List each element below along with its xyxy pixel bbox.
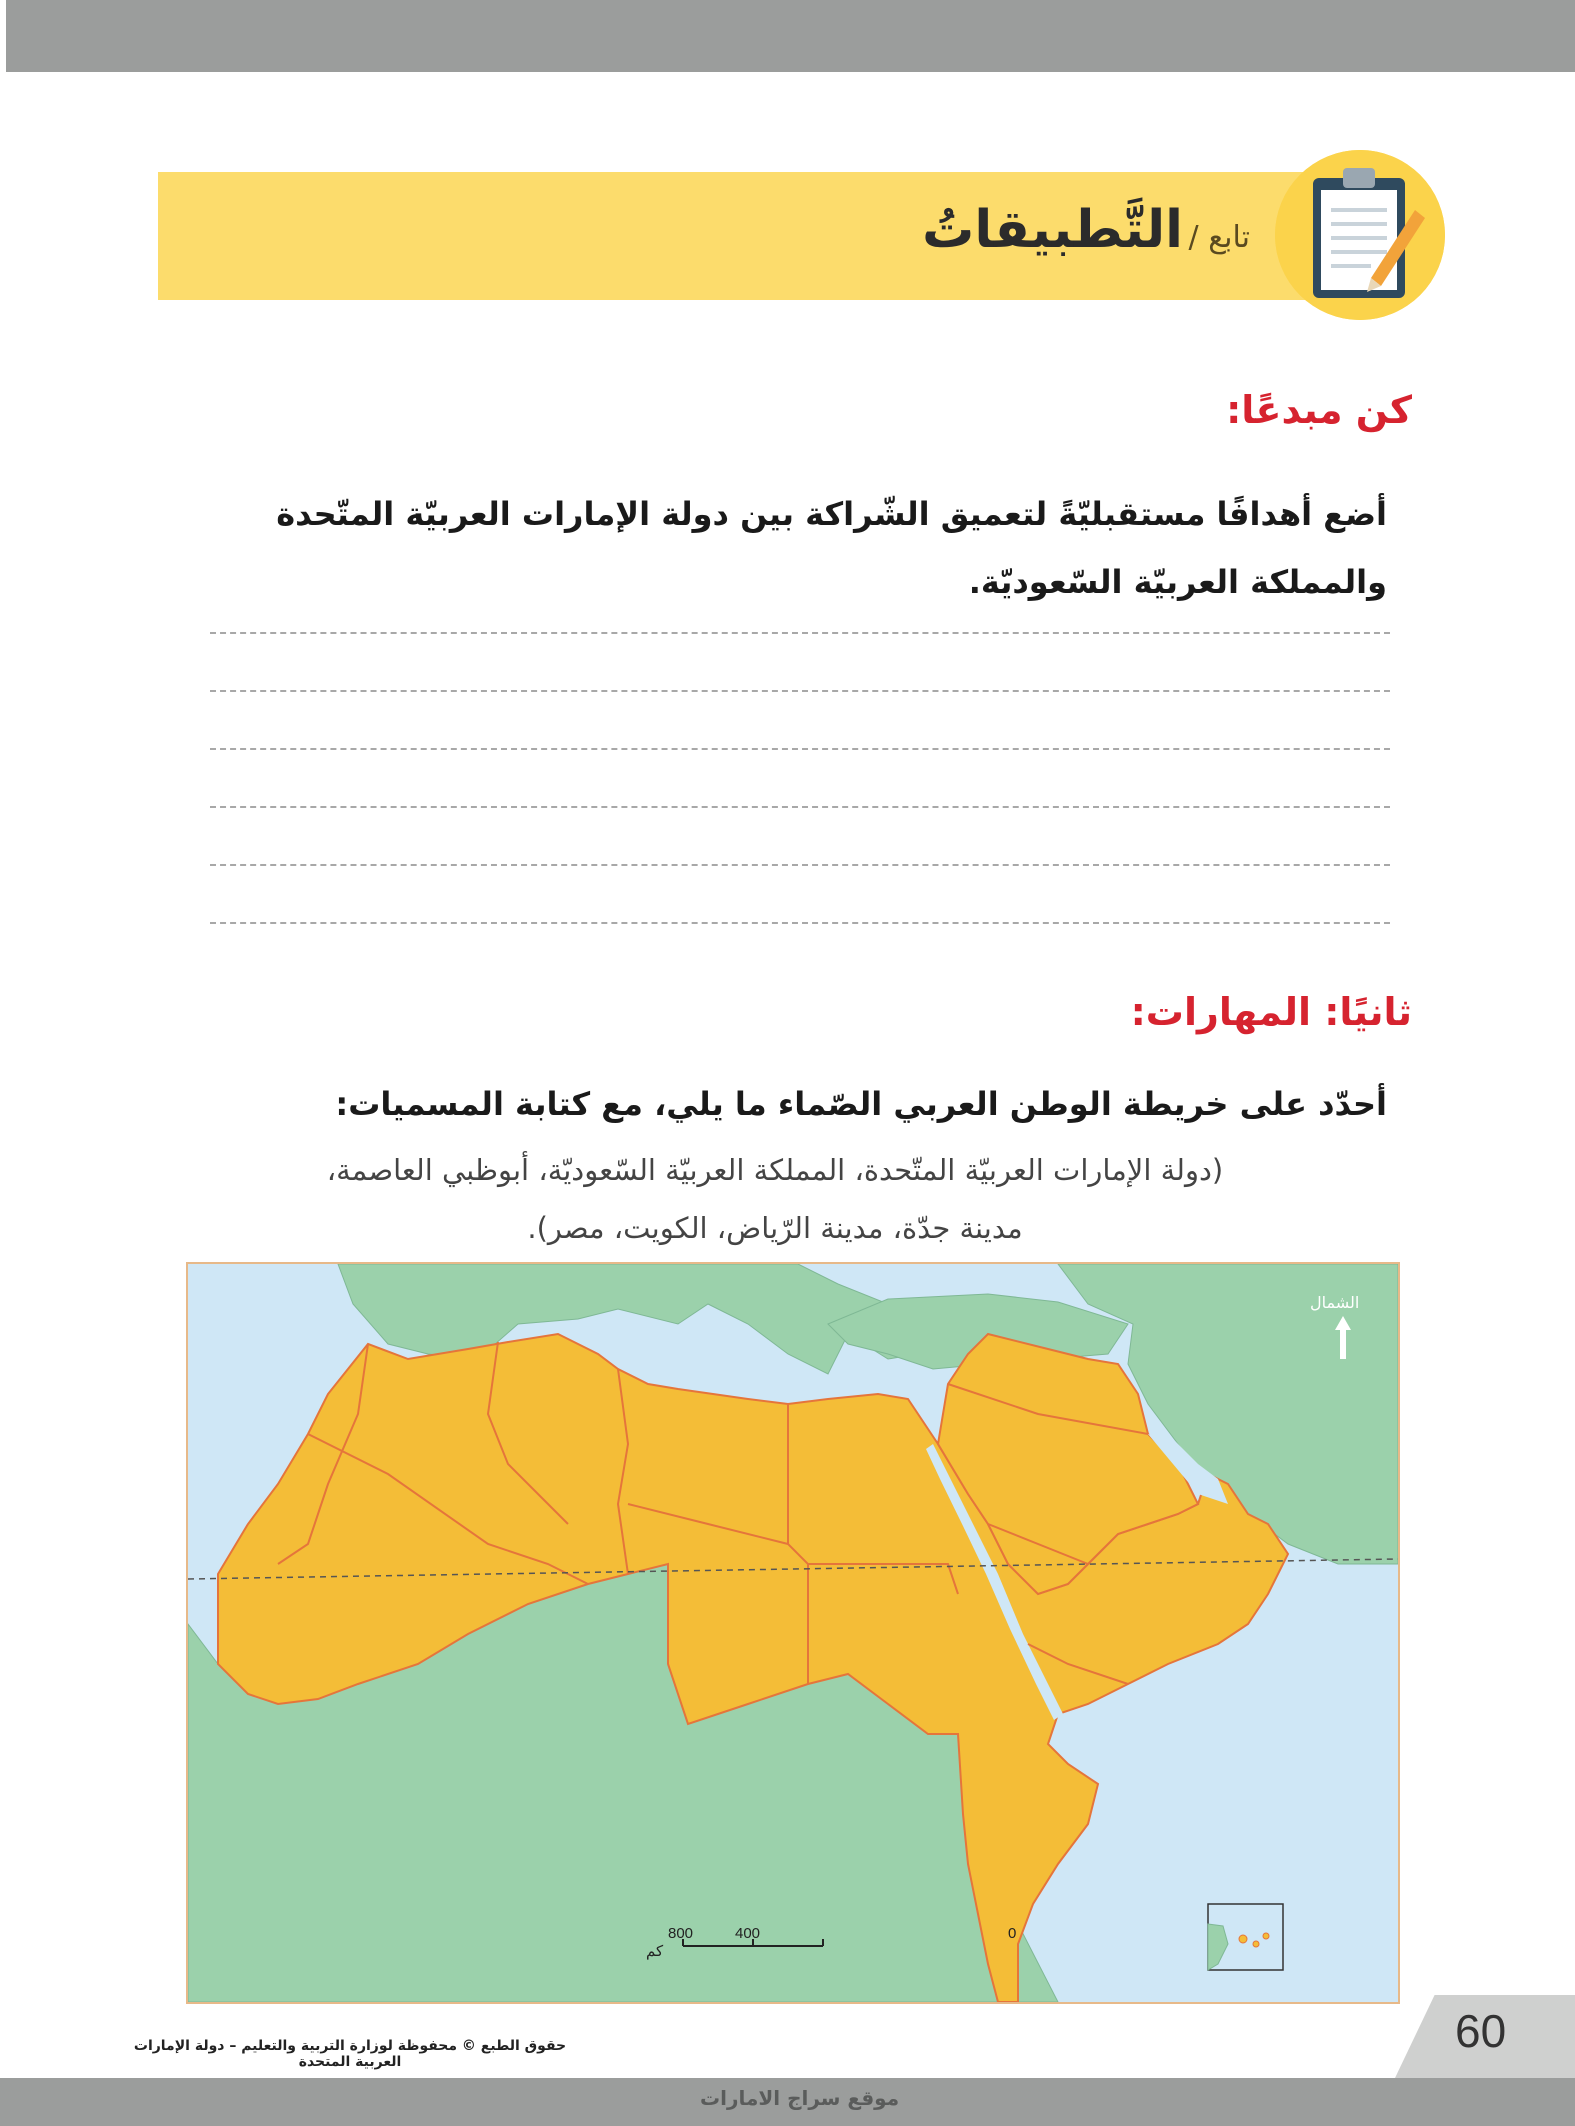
scale-tick-400: 400	[735, 1925, 761, 1942]
answer-line[interactable]	[210, 864, 1390, 866]
scale-unit: كم	[646, 1943, 664, 1960]
clipboard-icon	[1275, 150, 1445, 320]
creative-prompt: أضع أهدافًا مستقبليّةً لتعميق الشّراكة بين دولة الإمارات العربيّة المتّحدة والمملكة العربيّة السّعوديّة.	[276, 495, 1387, 601]
scale-tick-0: 0	[1008, 1925, 1017, 1942]
title-prefix: تابع /	[1188, 220, 1250, 255]
inset-map	[1208, 1904, 1283, 1970]
page-title	[922, 200, 1250, 260]
scale-tick-800: 800	[668, 1925, 694, 1942]
clipboard-badge	[1275, 150, 1445, 320]
map-instruction: أحدّد على خريطة الوطن العربي الصّماء ما يلي، مع كتابة المسميات:	[335, 1085, 1387, 1123]
be-creative-heading: كن مبدعًا:	[1226, 388, 1412, 432]
names-line-2: مدينة جدّة، مدينة الرّياض، الكويت، مصر).	[527, 1211, 1023, 1245]
names-line-1: (دولة الإمارات العربيّة المتّحدة، المملكة العربيّة السّعوديّة، أبوظبي العاصمة،	[326, 1153, 1224, 1187]
copyright-text: حقوق الطبع © محفوظة لوزارة التربية والتعليم – دولة الإمارات العربية المتحدة	[133, 2038, 567, 2070]
site-watermark: موقع سراج الامارات	[700, 2086, 900, 2110]
answer-line[interactable]	[210, 922, 1390, 924]
arab-world-map[interactable]	[186, 1262, 1400, 2004]
north-label: الشمال	[1310, 1293, 1360, 1312]
bottom-bar	[0, 2078, 1575, 2126]
answer-line[interactable]	[210, 806, 1390, 808]
top-bar	[6, 0, 1575, 72]
answer-line[interactable]	[210, 690, 1390, 692]
answer-line[interactable]	[210, 748, 1390, 750]
title-main: التَّطبيقاتُ	[922, 200, 1183, 260]
skills-heading: ثانيًا: المهارات:	[1130, 990, 1412, 1034]
answer-line[interactable]	[210, 632, 1390, 634]
page-number: 60	[1455, 2005, 1507, 2057]
